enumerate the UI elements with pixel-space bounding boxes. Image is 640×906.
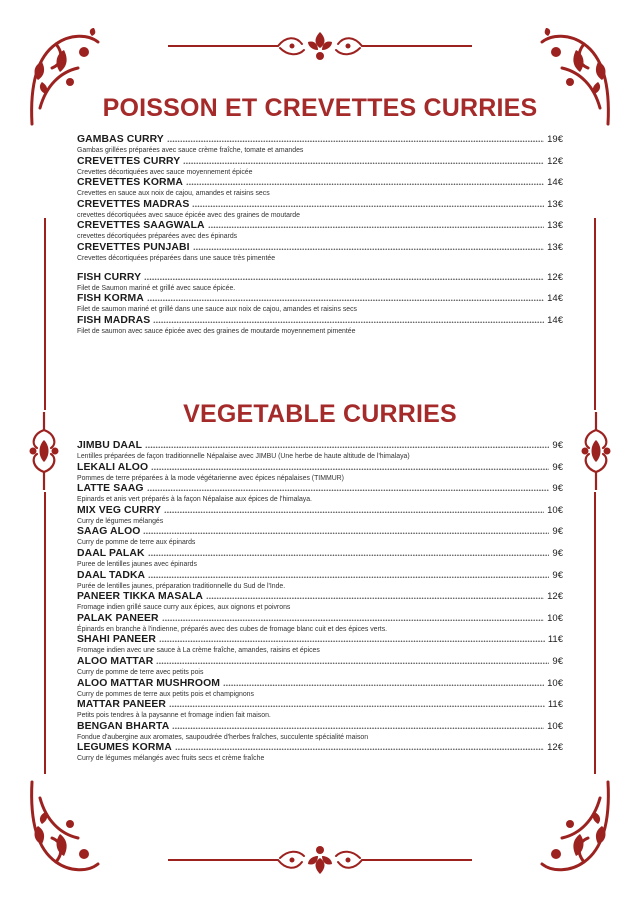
item-name: CREVETTES SAAGWALA xyxy=(77,220,205,232)
item-name: ALOO MATTAR xyxy=(77,655,154,667)
item-name: CREVETTES PUNJABI xyxy=(77,241,190,253)
dot-leader xyxy=(175,742,544,750)
item-price: 13€ xyxy=(547,241,563,253)
left-border-line-upper xyxy=(44,218,46,410)
dot-leader xyxy=(223,678,544,686)
item-name: CREVETTES KORMA xyxy=(77,177,183,189)
dot-leader xyxy=(156,656,549,664)
menu-item-aloo-mattar-mushroom xyxy=(77,678,563,700)
menu-item-crevettes-saagwala xyxy=(77,220,563,242)
left-border-line-lower xyxy=(44,492,46,774)
item-description: Puree de lentilles jaunes avec épinards xyxy=(77,560,197,568)
top-flourish-ornament xyxy=(168,30,472,62)
item-price: 14€ xyxy=(547,314,563,326)
menu-item-crevettes-korma xyxy=(77,177,563,199)
item-description: Épinards en branche à l'indienne, préparés avec des cubes de fromage blanc cuit et des épices verts. xyxy=(77,625,388,633)
item-description: Lentilles préparées de façon traditionnelle Népalaise avec JIMBU (Une herbe de haute altitude de l'himalaya) xyxy=(77,453,410,460)
menu-item-fish-korma xyxy=(77,293,563,315)
item-description: Filet de saumon mariné et grillé dans une sauce aux noix de cajou, amandes et raisins secs xyxy=(77,306,357,314)
item-price: 9€ xyxy=(552,483,563,495)
item-price: 13€ xyxy=(547,220,563,232)
item-description: Epinards et anis vert préparés à la façon Népalaise aux épices de l'himalaya. xyxy=(77,496,312,504)
item-description: Petits pois tendres à la paysanne et fromage indien fait maison. xyxy=(77,712,271,720)
item-name: LEKALI ALOO xyxy=(77,461,149,473)
dot-leader xyxy=(148,548,550,556)
right-border-line-lower xyxy=(594,492,596,774)
dot-leader xyxy=(169,699,545,707)
item-price: 9€ xyxy=(552,569,563,581)
item-price: 13€ xyxy=(547,198,563,210)
dot-leader xyxy=(159,634,545,642)
item-description: Pommes de terre préparées à la mode végétarienne avec épices népalaises (TIMMUR) xyxy=(77,474,344,482)
menu-item-crevettes-curry xyxy=(77,156,563,178)
dot-leader xyxy=(147,293,544,301)
section-title-vegetable-curries: VEGETABLE CURRIES xyxy=(183,400,457,428)
item-description: Filet de Saumon mariné et grillé avec sauce épicée. xyxy=(77,284,236,292)
item-name: PANEER TIKKA MASALA xyxy=(77,591,204,603)
dot-leader xyxy=(183,156,544,164)
item-price: 19€ xyxy=(547,134,563,145)
dot-leader xyxy=(167,134,544,142)
item-description: Crevettes décortiquées préparées dans une sauce très pimentée xyxy=(77,254,276,262)
item-description: crevettes décortiquées préparées avec des épinards xyxy=(77,233,238,241)
item-name: SHAHI PANEER xyxy=(77,634,156,646)
dot-leader xyxy=(172,721,544,729)
item-description: Curry de pomme de terre aux épinards xyxy=(77,539,196,547)
dot-leader xyxy=(147,483,550,491)
item-name: FISH MADRAS xyxy=(77,314,151,326)
item-description: Fromage indien avec une sauce à La crème fraîche, amandes, raisins et épices xyxy=(77,647,320,655)
menu-item-crevettes-madras xyxy=(77,199,563,221)
dot-leader xyxy=(151,462,549,470)
item-name: LATTE SAAG xyxy=(77,483,144,495)
dot-leader xyxy=(162,613,545,621)
item-price: 11€ xyxy=(547,699,563,711)
menu-item-latte-saag xyxy=(77,483,563,505)
dot-leader xyxy=(193,242,545,250)
section-title-poisson-crevettes: POISSON ET CREVETTES CURRIES xyxy=(102,94,538,122)
item-price: 10€ xyxy=(547,720,563,732)
item-name: GAMBAS CURRY xyxy=(77,134,164,145)
item-price: 9€ xyxy=(552,547,563,559)
menu-item-shahi-paneer xyxy=(77,634,563,656)
item-name: SAAG ALOO xyxy=(77,526,141,538)
dot-leader xyxy=(153,315,544,323)
corner-ornament-bottom-right xyxy=(538,778,614,878)
item-description: Curry de légumes mélangés avec fruits secs et crème fraîche xyxy=(77,755,265,763)
dot-leader xyxy=(144,272,544,280)
item-name: MIX VEG CURRY xyxy=(77,504,162,516)
item-price: 9€ xyxy=(552,655,563,667)
item-price: 10€ xyxy=(547,504,563,516)
item-description: Gambas grillées préparées avec sauce crème fraîche, tomate et amandes xyxy=(77,147,304,154)
menu-item-legumes-korma xyxy=(77,742,563,764)
menu-item-fish-curry xyxy=(77,272,563,294)
group-spacer xyxy=(77,264,563,272)
menu-list-poisson-crevettes xyxy=(77,134,563,336)
item-name: PALAK PANEER xyxy=(77,612,159,624)
menu-item-gambas-curry xyxy=(77,134,563,156)
item-price: 12€ xyxy=(547,271,563,283)
item-description: Fromage indien grillé sauce curry aux épices, aux oignons et poivrons xyxy=(77,604,291,612)
menu-item-jimbu-daal xyxy=(77,440,563,462)
menu-list-vegetable-curries xyxy=(77,440,563,764)
item-price: 9€ xyxy=(552,461,563,473)
menu-item-bengan-bharta xyxy=(77,721,563,743)
dot-leader xyxy=(192,199,544,207)
menu-item-saag-aloo xyxy=(77,526,563,548)
dot-leader xyxy=(148,570,549,578)
menu-item-lekali-aloo xyxy=(77,462,563,484)
item-price: 10€ xyxy=(547,677,563,689)
item-name: CREVETTES MADRAS xyxy=(77,198,190,210)
item-name: FISH KORMA xyxy=(77,293,144,305)
menu-item-fish-madras xyxy=(77,315,563,337)
menu-item-palak-paneer xyxy=(77,613,563,635)
dot-leader xyxy=(208,220,544,228)
item-description: Curry de légumes mélangés xyxy=(77,517,164,525)
item-description: Fondue d'aubergine aux aromates, saupoudrée d'herbes fraîches, succulente spécialité maison xyxy=(77,733,369,741)
menu-item-daal-palak xyxy=(77,548,563,570)
corner-ornament-bottom-left xyxy=(26,778,102,878)
item-name: ALOO MATTAR MUSHROOM xyxy=(77,677,221,689)
item-price: 14€ xyxy=(547,177,563,189)
item-price: 12€ xyxy=(547,591,563,603)
item-price: 12€ xyxy=(547,155,563,167)
item-price: 9€ xyxy=(552,440,563,451)
dot-leader xyxy=(164,505,544,513)
dot-leader xyxy=(186,177,544,185)
item-price: 10€ xyxy=(547,612,563,624)
item-name: CREVETTES CURRY xyxy=(77,155,181,167)
item-description: Purée de lentilles jaunes, préparation traditionnelle du Sud de l'Inde. xyxy=(77,582,286,590)
item-description: Crevettes en sauce aux noix de cajou, amandes et raisins secs xyxy=(77,190,270,198)
item-description: Crevettes décortiquées avec sauce moyennement épicée xyxy=(77,168,253,176)
item-name: JIMBU DAAL xyxy=(77,440,143,451)
menu-item-mattar-paneer xyxy=(77,699,563,721)
dot-leader xyxy=(206,591,544,599)
item-price: 14€ xyxy=(547,293,563,305)
item-name: DAAL TADKA xyxy=(77,569,146,581)
menu-item-mix-veg-curry xyxy=(77,505,563,527)
right-border-line-upper xyxy=(594,218,596,410)
dot-leader xyxy=(145,440,549,448)
item-price: 12€ xyxy=(547,742,563,754)
menu-item-aloo-mattar xyxy=(77,656,563,678)
item-description: Filet de saumon avec sauce épicée avec des graines de moutarde moyennement pimentée xyxy=(77,327,356,335)
item-price: 11€ xyxy=(547,634,563,646)
item-description: Curry de pommes de terre aux petits pois et champignons xyxy=(77,690,254,698)
item-name: LEGUMES KORMA xyxy=(77,742,172,754)
menu-item-crevettes-punjabi xyxy=(77,242,563,264)
dot-leader xyxy=(143,526,549,534)
item-description: crevettes décortiquées avec sauce épicée avec des graines de moutarde xyxy=(77,211,300,219)
item-description: Curry de pomme de terre avec petits pois xyxy=(77,668,204,676)
item-name: DAAL PALAK xyxy=(77,547,145,559)
item-name: MATTAR PANEER xyxy=(77,699,167,711)
item-price: 9€ xyxy=(552,526,563,538)
item-name: BENGAN BHARTA xyxy=(77,720,170,732)
item-name: FISH CURRY xyxy=(77,271,142,283)
menu-item-paneer-tikka-masala xyxy=(77,591,563,613)
bottom-flourish-ornament xyxy=(168,844,472,876)
menu-item-daal-tadka xyxy=(77,570,563,592)
